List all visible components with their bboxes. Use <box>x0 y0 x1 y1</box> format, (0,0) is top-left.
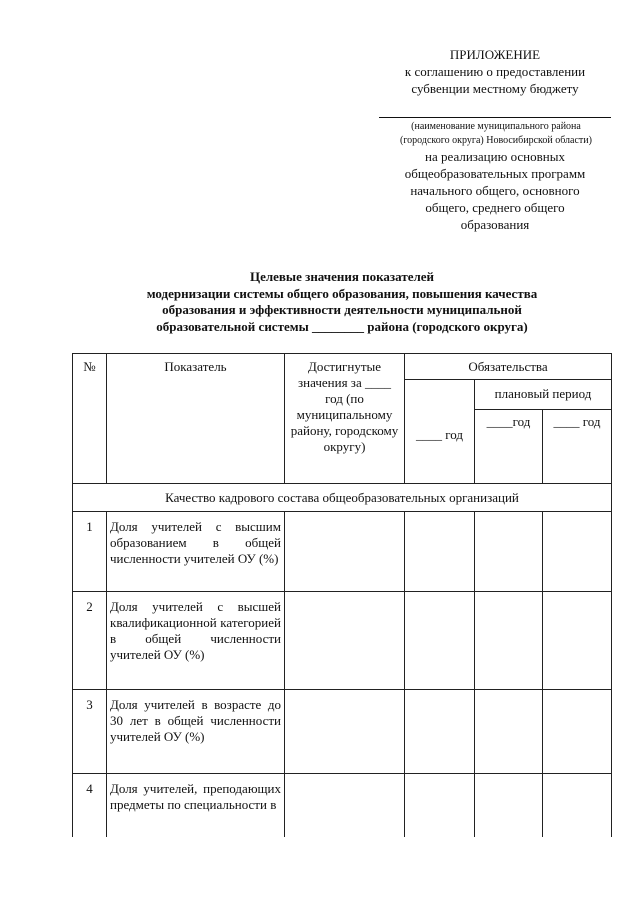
row-year-1-cell <box>405 592 475 690</box>
table-row <box>73 512 612 592</box>
row-year-3-cell <box>543 774 612 838</box>
table-row <box>73 774 612 838</box>
purpose-line-1: на реализацию основных <box>425 149 565 164</box>
row-year-2-cell <box>475 512 543 592</box>
row-year-2-cell <box>475 690 543 774</box>
header-year-3: ____ год <box>543 410 612 484</box>
row-achieved-cell <box>285 690 405 774</box>
header-row-1 <box>73 354 612 380</box>
row-achieved-cell <box>285 512 405 592</box>
section-title: Качество кадрового состава общеобразовательных организаций <box>73 484 612 512</box>
header-num: № <box>73 354 107 484</box>
row-num: 4 <box>73 774 107 838</box>
header-planned-period: плановый период <box>475 380 612 410</box>
row-year-1-cell <box>405 690 475 774</box>
header-indicator: Показатель <box>107 354 285 484</box>
header-obligations: Обязательства <box>405 354 612 380</box>
row-indicator: Доля учителей, преподающих предметы по специальности в <box>107 774 285 838</box>
table-row <box>73 592 612 690</box>
table-row <box>73 690 612 774</box>
row-indicator: Доля учителей в возрасте до 30 лет в общей численности учителей ОУ (%) <box>107 690 285 774</box>
row-year-1-cell <box>405 774 475 838</box>
row-year-3-cell <box>543 512 612 592</box>
row-num: 1 <box>73 512 107 592</box>
header-achieved: Достигнутые значения за ____ год (по муниципальному району, городскому округу) <box>285 354 405 484</box>
title-line-2: модернизации системы общего образования, повышения качества <box>146 285 538 301</box>
row-indicator: Доля учителей с высшим образованием в общей численности учителей ОУ (%) <box>107 512 285 592</box>
purpose-line-3: начального общего, основного <box>410 183 580 198</box>
note-line-2: (городского округа) Новосибирской области) <box>400 135 592 146</box>
row-year-2-cell <box>475 774 543 838</box>
row-achieved-cell <box>285 774 405 838</box>
purpose-line-2: общеобразовательных программ <box>404 166 586 181</box>
title-line-4: образовательной системы ________ района (городского округа) <box>156 318 528 334</box>
title-line-3: образования и эффективности деятельности муниципальной <box>162 302 522 317</box>
header-year-2: ____год <box>475 410 543 484</box>
appendix-heading: ПРИЛОЖЕНИЕ <box>449 47 541 62</box>
row-year-1-cell <box>405 512 475 592</box>
row-indicator: Доля учителей с высшей квалификационной категорией в общей численности учителей ОУ (%) <box>107 592 285 690</box>
note-line-1: (наименование муниципального района <box>411 121 581 132</box>
header-year-1: ____ год <box>405 380 475 484</box>
title-line-1: Целевые значения показателей <box>249 269 435 284</box>
purpose-line-4: общего, среднего общего <box>425 200 565 215</box>
section-row <box>73 484 612 512</box>
indicators-table <box>72 353 612 837</box>
purpose-line-5: образования <box>460 217 530 232</box>
row-year-2-cell <box>475 592 543 690</box>
row-achieved-cell <box>285 592 405 690</box>
appendix-line-2: к соглашению о предоставлении <box>404 64 586 79</box>
row-num: 3 <box>73 690 107 774</box>
row-year-3-cell <box>543 690 612 774</box>
row-year-3-cell <box>543 592 612 690</box>
appendix-line-3: субвенции местному бюджету <box>411 81 579 96</box>
row-num: 2 <box>73 592 107 690</box>
